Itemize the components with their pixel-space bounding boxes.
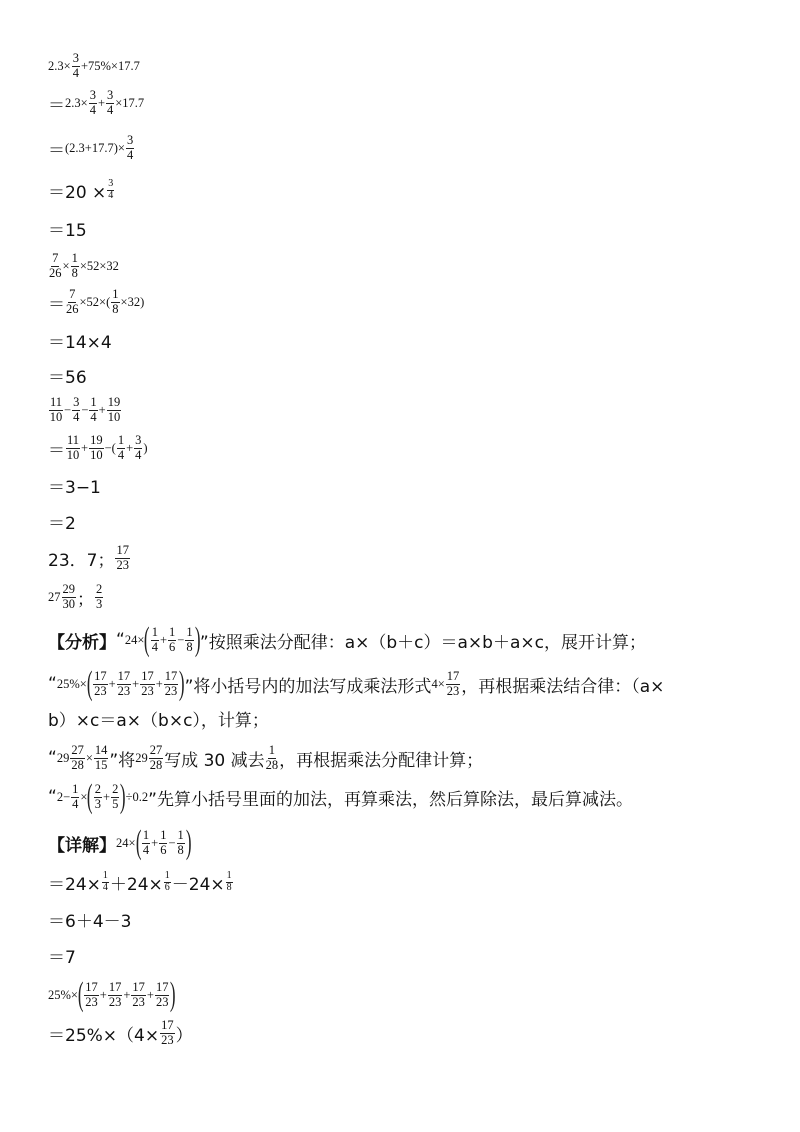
math-line (48, 394, 122, 426)
denominator: 3 (94, 796, 102, 811)
text: ＝7 (48, 947, 76, 968)
text: 4× (431, 676, 445, 691)
text: b）×c＝a×（b×c），计算； (48, 710, 269, 731)
fraction (117, 434, 125, 461)
denominator: 10 (66, 447, 80, 462)
bracket: ( (77, 976, 84, 1013)
bracket: ( (86, 665, 93, 702)
text: ) (143, 440, 148, 455)
fraction (159, 829, 167, 856)
math-line (48, 87, 144, 119)
text: ＝ (48, 294, 65, 315)
text: 2− (56, 789, 71, 804)
denominator: 28 (71, 757, 84, 772)
denominator: 4 (90, 409, 97, 424)
numerator: 3 (108, 178, 114, 189)
section-heading: 【分析】 (48, 632, 116, 653)
fraction (177, 829, 185, 856)
text: ＝3−1 (48, 477, 101, 498)
text: + (108, 676, 116, 691)
text: 29 (56, 750, 70, 765)
text: × (80, 789, 88, 804)
denominator: 23 (446, 683, 460, 698)
text: −( (104, 440, 116, 455)
denominator: 3 (96, 596, 103, 611)
numerator: 27 (149, 743, 163, 758)
numerator: 3 (107, 88, 114, 103)
text: ＝56 (48, 367, 87, 388)
numerator: 1 (164, 870, 170, 881)
math-line (48, 132, 135, 164)
text: “ (48, 748, 57, 768)
denominator: 28 (265, 757, 279, 772)
denominator: 10 (49, 409, 63, 424)
denominator: 4 (107, 102, 114, 117)
denominator: 23 (85, 994, 98, 1009)
denominator: 4 (108, 189, 114, 201)
denominator: 4 (72, 65, 79, 80)
denominator: 4 (117, 447, 125, 462)
text: ＝2 (48, 513, 76, 534)
text: ＝15 (48, 220, 87, 241)
fraction (111, 783, 119, 810)
text: ，再根据乘法结合律：（a× (461, 676, 665, 697)
denominator: 4 (73, 409, 80, 424)
fraction (131, 981, 146, 1008)
numerator: 17 (132, 980, 145, 995)
fraction (149, 744, 164, 771)
fraction (106, 89, 114, 116)
math-line (48, 778, 633, 815)
text: ”先算小括号里面的加法，再算乘法，然后算除法，最后算减法。 (148, 789, 633, 810)
text: ×17.7 (115, 95, 145, 110)
denominator: 15 (94, 757, 108, 772)
fraction (111, 288, 119, 315)
denominator: 26 (66, 301, 79, 316)
bracket: ( (87, 778, 93, 815)
numerator: 1 (112, 287, 119, 302)
fraction (89, 396, 97, 423)
fraction (70, 744, 85, 771)
denominator: 6 (160, 842, 167, 857)
section-heading: 【详解】 (48, 835, 116, 856)
text: ； (77, 589, 94, 610)
text: + (98, 402, 106, 417)
math-line (48, 621, 646, 658)
numerator: 3 (126, 133, 134, 148)
numerator: 17 (155, 980, 169, 995)
math-line (48, 903, 131, 935)
fraction (108, 981, 123, 1008)
denominator: 4 (102, 881, 108, 893)
denominator: 4 (151, 639, 158, 654)
text: ＝ (48, 140, 65, 161)
text: ”按照乘法分配律：a×（b＋c）＝a×b＋a×c，展开计算； (199, 632, 646, 653)
denominator: 8 (71, 265, 78, 280)
numerator: 3 (73, 395, 80, 410)
text: “ (48, 674, 57, 694)
bracket: ) (179, 665, 185, 702)
text: ÷0.2 (125, 789, 149, 804)
numerator: 1 (90, 395, 97, 410)
numerator: 1 (142, 828, 150, 843)
numerator: 7 (69, 287, 76, 302)
math-line (48, 581, 104, 613)
math-line (48, 742, 483, 774)
denominator: 23 (161, 1032, 174, 1047)
text: 24× (124, 632, 145, 647)
numerator: 1 (72, 782, 79, 797)
denominator: 6 (169, 639, 176, 654)
math-line (48, 359, 87, 391)
math-line (48, 432, 148, 464)
text: + (159, 632, 168, 647)
text: “ (48, 787, 57, 807)
text: − (177, 632, 185, 647)
denominator: 8 (177, 842, 184, 857)
fraction (107, 179, 114, 201)
numerator: 1 (226, 870, 232, 881)
text: ＝20 × (48, 182, 107, 203)
text: 27 (48, 589, 61, 604)
fraction (72, 52, 80, 79)
text: ＋24× (109, 874, 163, 895)
fraction (95, 583, 103, 610)
denominator: 23 (141, 683, 154, 698)
math-line (48, 824, 192, 861)
text: + (123, 987, 131, 1002)
denominator: 28 (149, 757, 163, 772)
numerator: 29 (62, 582, 75, 597)
text: 2.3× (48, 58, 71, 73)
fraction (89, 434, 104, 461)
text: + (151, 835, 159, 850)
numerator: 17 (141, 669, 154, 684)
numerator: 1 (186, 625, 193, 640)
denominator: 4 (142, 842, 150, 857)
fraction (266, 744, 279, 771)
numerator: 1 (102, 870, 108, 881)
text: ×52×32 (79, 258, 119, 273)
fraction (185, 626, 193, 653)
numerator: 1 (160, 828, 167, 843)
numerator: 1 (117, 433, 125, 448)
bracket: ) (194, 621, 201, 658)
fraction (126, 134, 134, 161)
bracket: ) (120, 778, 126, 815)
fraction (72, 396, 80, 423)
fraction (226, 871, 233, 893)
math-line (48, 1017, 193, 1049)
fraction (160, 1019, 175, 1046)
math-line (48, 286, 144, 318)
fraction (49, 252, 62, 279)
text: ，再根据乘法分配律计算； (279, 750, 484, 771)
text: ”将 (109, 750, 136, 771)
denominator: 5 (112, 796, 119, 811)
text: + (146, 987, 154, 1002)
denominator: 23 (116, 557, 129, 572)
numerator: 17 (85, 980, 98, 995)
fraction (93, 670, 108, 697)
numerator: 17 (117, 669, 131, 684)
numerator: 17 (108, 980, 122, 995)
math-line (48, 505, 76, 537)
fraction (142, 829, 150, 856)
fraction (71, 783, 79, 810)
fraction (155, 981, 170, 1008)
numerator: 11 (50, 395, 63, 410)
text: 29 (135, 750, 148, 765)
fraction (71, 252, 79, 279)
text: 2.3× (65, 95, 88, 110)
fraction (102, 871, 109, 893)
text: − (64, 402, 72, 417)
denominator: 4 (126, 147, 134, 162)
numerator: 17 (446, 669, 460, 684)
numerator: 3 (89, 88, 96, 103)
text: + (81, 440, 89, 455)
fraction (89, 89, 97, 116)
text: + (97, 95, 105, 110)
text: 25%× (48, 987, 78, 1002)
math-line (48, 212, 87, 244)
fraction (168, 626, 176, 653)
denominator: 8 (186, 639, 193, 654)
text: + (126, 440, 134, 455)
numerator: 2 (94, 782, 102, 797)
denominator: 23 (108, 994, 122, 1009)
text: 23．7； (48, 550, 115, 571)
text: × (85, 750, 93, 765)
numerator: 2 (96, 582, 103, 597)
denominator: 10 (107, 409, 121, 424)
math-line (48, 50, 140, 82)
text: 25%× (56, 676, 87, 691)
numerator: 2 (112, 782, 119, 797)
fraction (140, 670, 155, 697)
math-line (48, 469, 101, 501)
denominator: 6 (164, 881, 170, 893)
numerator: 1 (151, 625, 158, 640)
denominator: 23 (117, 683, 131, 698)
bracket: ) (185, 824, 192, 861)
fraction (446, 670, 461, 697)
fraction (84, 981, 99, 1008)
denominator: 4 (135, 447, 142, 462)
denominator: 23 (164, 683, 178, 698)
text: + (99, 987, 107, 1002)
text: ＝ (48, 440, 65, 461)
text: ×32) (120, 294, 145, 309)
fraction (164, 670, 179, 697)
math-line (48, 542, 131, 574)
numerator: 17 (116, 543, 129, 558)
text: − (81, 402, 89, 417)
math-line (48, 174, 115, 206)
numerator: 1 (169, 625, 176, 640)
fraction (151, 626, 159, 653)
fraction (134, 434, 142, 461)
fraction (66, 288, 79, 315)
fraction (94, 783, 102, 810)
math-line (48, 324, 112, 356)
math-line (48, 702, 269, 734)
bracket: ) (170, 976, 176, 1013)
text: + (103, 789, 111, 804)
numerator: 27 (71, 743, 84, 758)
text: “ (116, 630, 125, 650)
text: ＝25%×（4× (48, 1025, 160, 1046)
math-line (48, 665, 665, 702)
denominator: 4 (72, 796, 79, 811)
numerator: 17 (161, 1018, 174, 1033)
math-line (48, 250, 119, 282)
numerator: 19 (90, 433, 103, 448)
text: ＝14×4 (48, 332, 112, 353)
text: ×52×( (79, 294, 111, 309)
bracket: ( (144, 621, 150, 658)
numerator: 19 (107, 395, 121, 410)
numerator: 7 (52, 251, 59, 266)
fraction (115, 544, 130, 571)
fraction (62, 583, 77, 610)
text: ”将小括号内的加法写成乘法形式 (184, 676, 432, 697)
text: × (62, 258, 70, 273)
text: +75%×17.7 (80, 58, 140, 73)
math-line (48, 976, 176, 1013)
numerator: 17 (164, 669, 178, 684)
bracket: ( (135, 824, 142, 861)
text: − (168, 835, 176, 850)
denominator: 23 (155, 994, 169, 1009)
denominator: 8 (112, 301, 119, 316)
fraction (107, 396, 122, 423)
numerator: 1 (71, 251, 78, 266)
denominator: 10 (90, 447, 103, 462)
denominator: 30 (62, 596, 75, 611)
denominator: 4 (89, 102, 96, 117)
math-line (48, 939, 76, 971)
text: ） (175, 1025, 193, 1046)
numerator: 14 (94, 743, 108, 758)
text: + (132, 676, 140, 691)
fraction (164, 871, 171, 893)
denominator: 8 (226, 881, 232, 893)
text: －24× (171, 874, 225, 895)
fraction (49, 396, 63, 423)
numerator: 11 (67, 433, 80, 448)
text: 24× (116, 835, 136, 850)
text: ＝24× (48, 874, 101, 895)
text: ＝ (48, 95, 65, 116)
fraction (117, 670, 132, 697)
text: + (155, 676, 163, 691)
numerator: 3 (72, 51, 79, 66)
text: (2.3+17.7)× (65, 140, 125, 155)
math-line (48, 866, 234, 898)
denominator: 23 (132, 994, 145, 1009)
numerator: 3 (135, 433, 142, 448)
numerator: 1 (268, 743, 276, 758)
fraction (66, 434, 80, 461)
text: 写成 30 减去 (164, 750, 265, 771)
denominator: 23 (94, 683, 107, 698)
numerator: 17 (94, 669, 107, 684)
text: ＝6＋4－3 (48, 911, 132, 932)
numerator: 1 (177, 828, 184, 843)
fraction (94, 744, 109, 771)
denominator: 26 (49, 265, 62, 280)
